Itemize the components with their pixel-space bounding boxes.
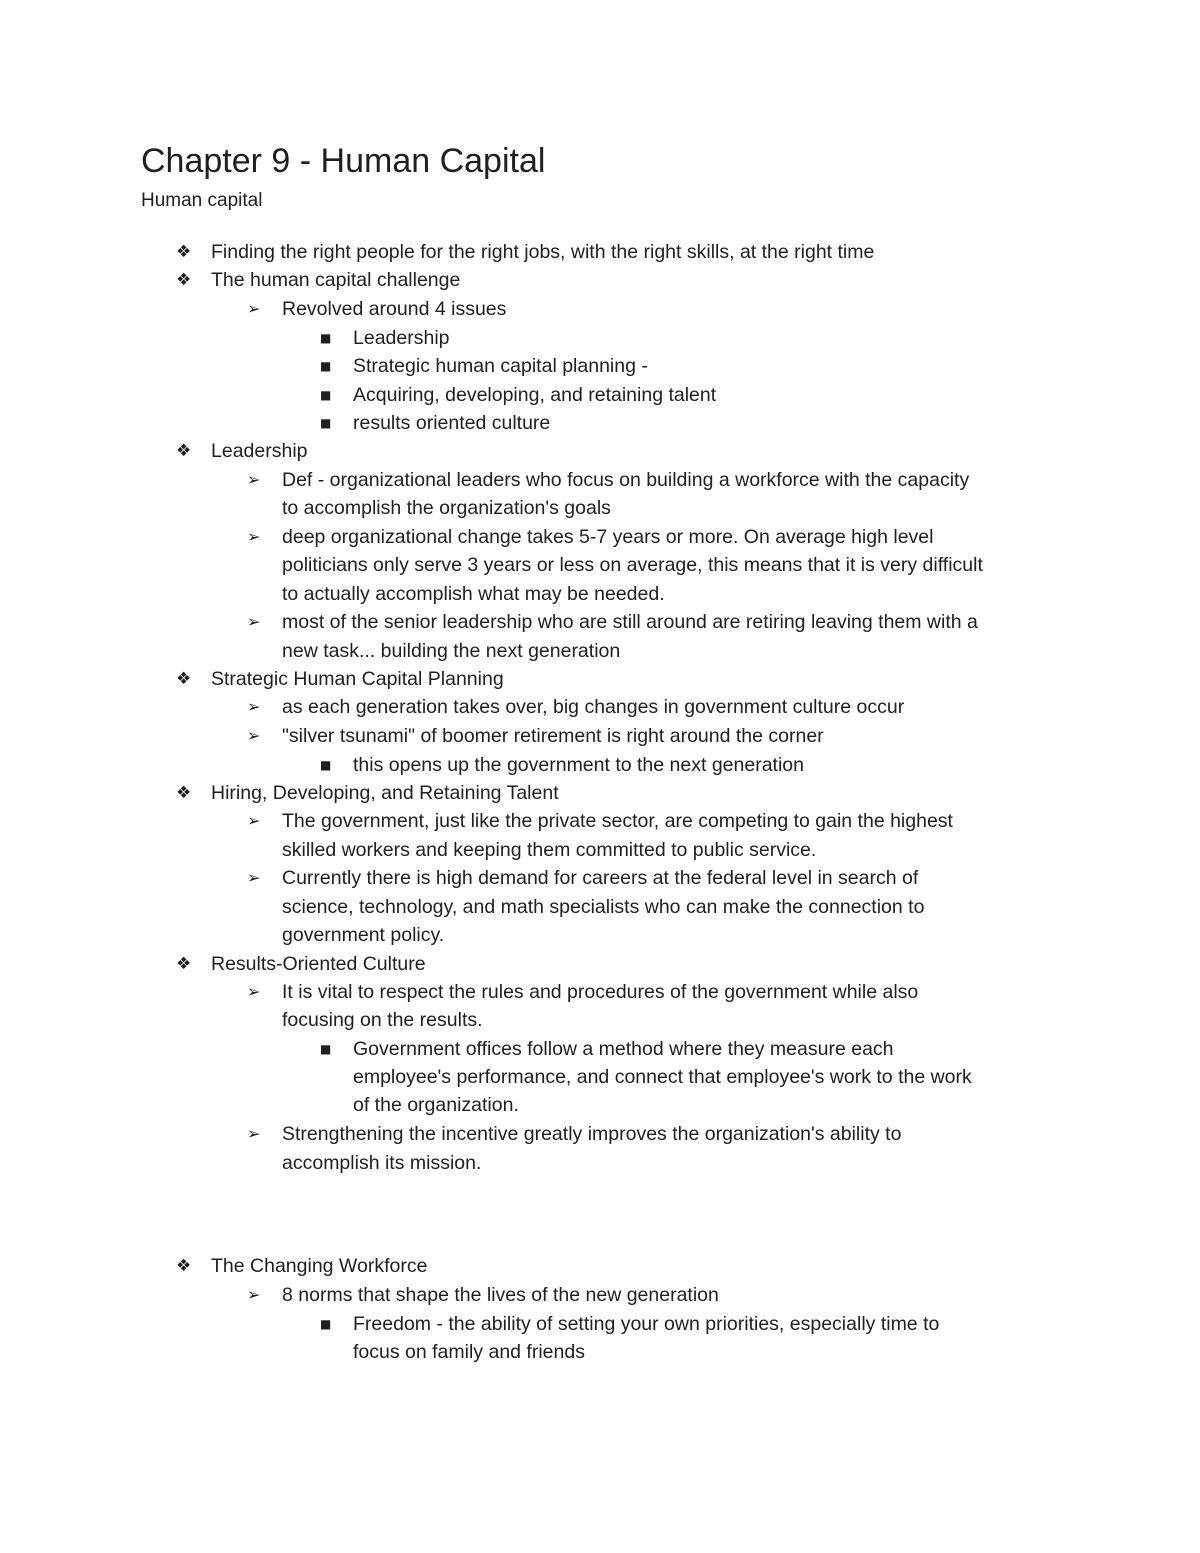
square-bullet-icon: ■ [320,331,332,345]
list-item-level3-continuation: of the organization. [353,1094,519,1116]
list-item-level3: Freedom - the ability of setting your own priorities, especially time to [353,1313,940,1335]
list-item-level2-continuation: new task... building the next generation [282,640,621,662]
list-item-level3-continuation: employee's performance, and connect that employee's work to the work [353,1066,972,1088]
page-subtitle: Human capital [141,190,263,211]
list-item-level3: results oriented culture [353,412,551,434]
diamond-bullet-icon: ❖ [176,441,192,461]
list-item-level1: The human capital challenge [211,269,461,291]
list-item-level2: Currently there is high demand for careers at the federal level in search of [282,867,919,889]
square-bullet-icon: ■ [320,388,332,402]
list-item-level3: Government offices follow a method where they measure each [353,1038,894,1060]
arrow-bullet-icon: ➢ [247,527,261,546]
diamond-bullet-icon: ❖ [176,783,192,803]
list-item-level2: most of the senior leadership who are still around are retiring leaving them with a [282,611,978,633]
arrow-bullet-icon: ➢ [247,1124,261,1143]
list-item-level2-continuation: to actually accomplish what may be needed. [282,583,665,605]
list-item-level1: Strategic Human Capital Planning [211,668,504,690]
diamond-bullet-icon: ❖ [176,270,192,290]
list-item-level2-continuation: focusing on the results. [282,1009,483,1031]
square-bullet-icon: ■ [320,416,332,430]
arrow-bullet-icon: ➢ [247,811,261,830]
list-item-level2: as each generation takes over, big changes in government culture occur [282,696,905,718]
list-item-level3: this opens up the government to the next generation [353,754,804,776]
list-item-level2: Def - organizational leaders who focus on building a workforce with the capacity [282,469,970,491]
list-item-level2: Revolved around 4 issues [282,298,507,320]
list-item-level2-continuation: accomplish its mission. [282,1152,482,1174]
list-item-level2-continuation: government policy. [282,924,445,946]
list-item-level2: The government, just like the private sector, are competing to gain the highest [282,810,953,832]
list-item-level2: It is vital to respect the rules and procedures of the government while also [282,981,919,1003]
square-bullet-icon: ■ [320,758,332,772]
list-item-level2-continuation: politicians only serve 3 years or less on average, this means that it is very difficult [282,554,983,576]
diamond-bullet-icon: ❖ [176,954,192,974]
arrow-bullet-icon: ➢ [247,726,261,745]
list-item-level3: Strategic human capital planning - [353,355,648,377]
list-item-level1: Finding the right people for the right jobs, with the right skills, at the right time [211,241,875,263]
list-item-level3: Leadership [353,327,450,349]
arrow-bullet-icon: ➢ [247,697,261,716]
list-item-level1: Hiring, Developing, and Retaining Talent [211,782,559,804]
list-item-level2-continuation: skilled workers and keeping them committed to public service. [282,839,817,861]
arrow-bullet-icon: ➢ [247,1285,261,1304]
diamond-bullet-icon: ❖ [176,1256,192,1276]
list-item-level2: 8 norms that shape the lives of the new generation [282,1284,719,1306]
list-item-level1: The Changing Workforce [211,1255,428,1277]
page-title: Chapter 9 - Human Capital [141,142,546,180]
square-bullet-icon: ■ [320,359,332,373]
list-item-level2: Strengthening the incentive greatly improves the organization's ability to [282,1123,902,1145]
list-item-level2: "silver tsunami" of boomer retirement is right around the corner [282,725,824,747]
list-item-level3-continuation: focus on family and friends [353,1341,585,1363]
arrow-bullet-icon: ➢ [247,299,261,318]
list-item-level1: Leadership [211,440,308,462]
diamond-bullet-icon: ❖ [176,242,192,262]
list-item-level2-continuation: science, technology, and math specialists who can make the connection to [282,896,925,918]
list-item-level3: Acquiring, developing, and retaining talent [353,384,717,406]
arrow-bullet-icon: ➢ [247,982,261,1001]
diamond-bullet-icon: ❖ [176,669,192,689]
arrow-bullet-icon: ➢ [247,470,261,489]
arrow-bullet-icon: ➢ [247,612,261,631]
list-item-level2: deep organizational change takes 5-7 years or more. On average high level [282,526,934,548]
square-bullet-icon: ■ [320,1317,332,1331]
list-item-level2-continuation: to accomplish the organization's goals [282,497,611,519]
arrow-bullet-icon: ➢ [247,868,261,887]
list-item-level1: Results-Oriented Culture [211,953,426,975]
square-bullet-icon: ■ [320,1042,332,1056]
